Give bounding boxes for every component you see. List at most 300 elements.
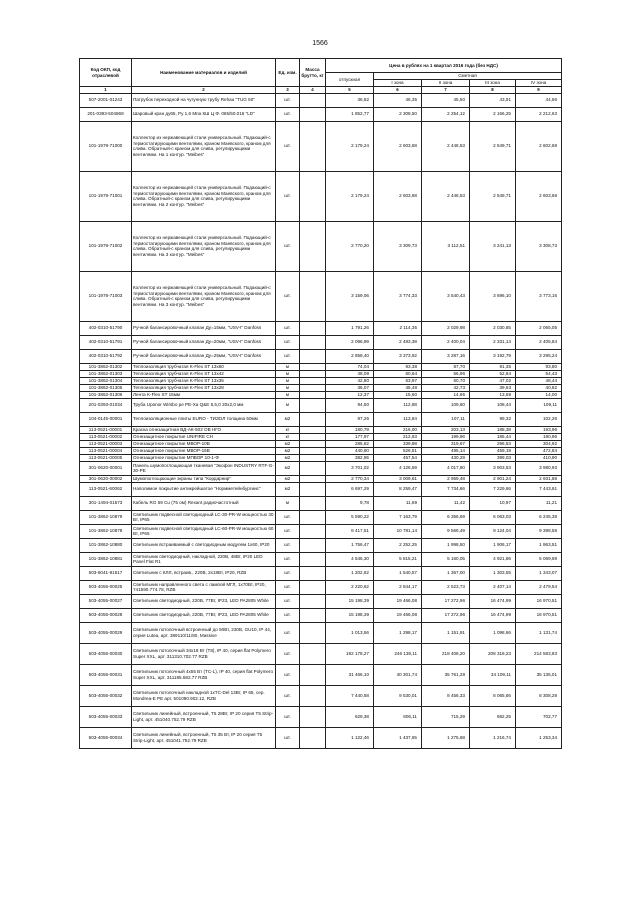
row-code: 402-0310-51790: [80, 321, 132, 335]
row-zone-3-price: 47,02: [470, 377, 516, 384]
row-zone-1-price: 60,64: [374, 370, 422, 377]
col-number: 7: [422, 87, 470, 94]
row-name: Ручной балансировочный клапан Ду=20мм, "USV-I" Danfoss: [132, 335, 276, 349]
row-zone-2-price: 50,70: [422, 377, 470, 384]
row-mass: [300, 321, 326, 335]
table-row: [80, 377, 562, 384]
row-zone-2-price: 42,73: [422, 384, 470, 391]
row-unit: шт.: [276, 608, 300, 622]
row-zone-2-price: 319,67: [422, 440, 470, 447]
header-name: Наименование материалов и изделий: [132, 59, 276, 87]
row-release-price: 42,80: [326, 377, 374, 384]
row-zone-4-price: 1 343,07: [516, 566, 562, 580]
row-release-price: 177,97: [326, 433, 374, 440]
row-zone-3-price: 2 331,14: [470, 335, 516, 349]
header-mass: Масса брутто, кг: [300, 59, 326, 87]
row-release-price: 180,79: [326, 426, 374, 433]
row-code: 101-3862-01303: [80, 370, 132, 377]
row-mass: [300, 93, 326, 107]
row-name: Светильник светодиодный, 220В, 77Вт, IP23, LED PA2805 White: [132, 594, 276, 608]
table-row: [80, 552, 562, 566]
row-zone-4-price: 410,90: [516, 454, 562, 461]
row-zone-2-price: 3 540,43: [422, 271, 470, 321]
row-zone-3-price: 7 229,66: [470, 482, 516, 496]
table-row: [80, 384, 562, 391]
row-zone-3-price: 34 109,11: [470, 664, 516, 685]
row-zone-3-price: 1 303,55: [470, 566, 516, 580]
row-name: Светильник потолочный накладной 1хTC-Del 13Вт, IP 65, сер. Mondrea-E PE арт. 501090.902.12, RZB: [132, 685, 276, 706]
col-number: 4: [300, 87, 326, 94]
row-zone-2-price: 2 254,12: [422, 107, 470, 121]
row-zone-4-price: 190,96: [516, 433, 562, 440]
row-unit: м2: [276, 454, 300, 461]
row-release-price: 94,50: [326, 398, 374, 412]
row-zone-2-price: 109,60: [422, 398, 470, 412]
row-release-price: 2 096,99: [326, 335, 374, 349]
table-row: [80, 685, 562, 706]
row-code: 101-3862-10878: [80, 524, 132, 538]
row-release-price: 7 440,58: [326, 685, 374, 706]
row-mass: [300, 706, 326, 727]
row-zone-4-price: 3 980,93: [516, 461, 562, 475]
row-zone-2-price: 715,29: [422, 706, 470, 727]
row-name: Светильник встраиваемый с светодиодным модулем 1х60, IP20: [132, 538, 276, 552]
row-zone-4-price: 5 069,69: [516, 552, 562, 566]
row-name: Теплоизоляционные плиты EURO - ТИЗОЛ толщина 50мм: [132, 412, 276, 426]
table-row: [80, 107, 562, 121]
row-code: 101-3862-10879: [80, 510, 132, 524]
row-release-price: 1 013,56: [326, 622, 374, 643]
row-zone-4-price: 40,82: [516, 384, 562, 391]
row-zone-1-price: 2 844,17: [374, 580, 422, 594]
row-mass: [300, 454, 326, 461]
row-name: Коллектор из нержавеющей стали универсальный. Подающий-с термостатирующими вентилями, краном Маевского, краном для слива. Обратный-с краном для слива, регулирующими вентилями. На 2 контур. "Meibes": [132, 171, 276, 221]
col-number: 3: [276, 87, 300, 94]
row-name: Коллектор из нержавеющей стали универсальный. Подающий-с термостатирующими вентилями, краном Маевского, краном для слива. Обратный-с краном для слива, регулирующими вентилями. На 1 контур. "Meibes": [132, 121, 276, 171]
row-zone-3-price: 13,59: [470, 391, 516, 398]
row-unit: шт.: [276, 510, 300, 524]
row-zone-3-price: 296,53: [470, 440, 516, 447]
row-zone-4-price: 16 970,51: [516, 608, 562, 622]
row-zone-2-price: 17 272,96: [422, 594, 470, 608]
table-row: [80, 475, 562, 482]
row-zone-1-price: 4 126,59: [374, 461, 422, 475]
header-unit: Ед. изм.: [276, 59, 300, 87]
row-name: Светильник потолочный встроенный до 50Вт, 230В, GU10, IP 44, серия Lutea, арт. 389110/11/80, Massive: [132, 622, 276, 643]
row-name: Ручной балансировочный клапан Ду=25мм, "USV-I" Danfoss: [132, 349, 276, 363]
row-release-price: 1 122,46: [326, 727, 374, 748]
row-release-price: 1 756,47: [326, 538, 374, 552]
row-unit: м2: [276, 412, 300, 426]
row-release-price: 2 770,20: [326, 221, 374, 271]
table-row: [80, 321, 562, 335]
row-code: 101-1978-71001: [80, 171, 132, 221]
row-code: 503-4055-00030: [80, 643, 132, 664]
col-number: 1: [80, 87, 132, 94]
row-zone-2-price: 218 408,20: [422, 643, 470, 664]
col-number: 9: [516, 87, 562, 94]
row-zone-3-price: 2 549,71: [470, 121, 516, 171]
row-zone-3-price: 1 906,17: [470, 538, 516, 552]
col-number: 6: [374, 87, 422, 94]
header-code: Код ОКП, код отраслевой: [80, 59, 132, 87]
row-zone-2-price: 7 734,66: [422, 482, 470, 496]
table-row: [80, 538, 562, 552]
row-release-price: 9,78: [326, 496, 374, 510]
row-zone-2-price: 1 367,00: [422, 566, 470, 580]
row-zone-4-price: 6 245,38: [516, 510, 562, 524]
row-code: 503-4055-00025: [80, 580, 132, 594]
row-zone-4-price: 14,00: [516, 391, 562, 398]
row-unit: м: [276, 377, 300, 384]
row-code: 101-3862-10881: [80, 552, 132, 566]
row-zone-4-price: 1 253,34: [516, 727, 562, 748]
row-code: 503-4055-00027: [80, 594, 132, 608]
table-body: [80, 93, 562, 748]
row-name: Светильник с КЛЛ, встраив., 220В, 2х18Вт, IP20, RZB: [132, 566, 276, 580]
row-zone-2-price: 45,50: [422, 93, 470, 107]
row-zone-1-price: 93,38: [374, 363, 422, 370]
table-row: [80, 426, 562, 433]
row-unit: м2: [276, 461, 300, 475]
row-mass: [300, 643, 326, 664]
row-mass: [300, 447, 326, 454]
table-row: [80, 93, 562, 107]
row-zone-2-price: 2 959,48: [422, 475, 470, 482]
row-name: Теплоизоляция трубчатая K-Flex ST 13x42: [132, 370, 276, 377]
table-row: [80, 524, 562, 538]
row-unit: шт.: [276, 107, 300, 121]
row-zone-2-price: 2 400,04: [422, 335, 470, 349]
row-name: Светильник линейный, встроенный, Т5 35 Вт, IP 20 серия Т5 Strip-Light, арт. 451041.752.79 RZB: [132, 727, 276, 748]
row-zone-4-price: 3 295,24: [516, 349, 562, 363]
table-row: [80, 221, 562, 271]
row-name: Патрубок переходной на чугунную трубу Rehau "TUG 50": [132, 93, 276, 107]
row-zone-3-price: 2 166,25: [470, 107, 516, 121]
row-mass: [300, 391, 326, 398]
row-zone-2-price: 495,14: [422, 447, 470, 454]
row-zone-3-price: 459,19: [470, 447, 516, 454]
row-code: 101-3862-01302: [80, 363, 132, 370]
row-name: Шаровый кран ду65, Ру 1,6 Мпа КШ Ц Ф. 065/50.016 "LD": [132, 107, 276, 121]
row-zone-3-price: 4 921,86: [470, 552, 516, 566]
row-unit: шт.: [276, 727, 300, 748]
row-code: 101-1978-71000: [80, 121, 132, 171]
row-release-price: 2 858,40: [326, 349, 374, 363]
table-row: [80, 510, 562, 524]
row-zone-1-price: 11,69: [374, 496, 422, 510]
row-zone-2-price: 430,29: [422, 454, 470, 461]
row-code: 201-0393-504869: [80, 107, 132, 121]
row-code: 402-0310-51792: [80, 349, 132, 363]
row-name: Светильник линейный, встроенный, Т5 28Вт, IP 20 серия Т5 Strip-Light, арт. 451040.752.79 RZB: [132, 706, 276, 727]
row-zone-2-price: 87,70: [422, 363, 470, 370]
table-row: [80, 349, 562, 363]
row-zone-1-price: 7 163,79: [374, 510, 422, 524]
row-release-price: 1 791,26: [326, 321, 374, 335]
row-zone-3-price: 188,38: [470, 426, 516, 433]
row-release-price: 36,82: [326, 93, 374, 107]
row-zone-2-price: 56,96: [422, 370, 470, 377]
row-zone-3-price: 399,03: [470, 454, 516, 461]
row-unit: шт.: [276, 524, 300, 538]
row-zone-4-price: 2 602,68: [516, 121, 562, 171]
table-row: [80, 496, 562, 510]
row-name: Панель шумопоглощающая тканевая "Экофон INDUSTRY RTF-G-30-PE: [133, 462, 274, 474]
table-row: [80, 335, 562, 349]
row-name: Лента K-Flex ST 15мм: [132, 391, 276, 398]
row-zone-3-price: 3 241,13: [470, 221, 516, 271]
row-zone-2-price: 203,13: [422, 426, 470, 433]
row-zone-4-price: 214 583,83: [516, 643, 562, 664]
row-zone-1-price: 212,63: [374, 433, 422, 440]
row-code: 101-1978-71002: [80, 221, 132, 271]
table-row: [80, 121, 562, 171]
row-zone-2-price: 2 523,73: [422, 580, 470, 594]
table-row: [80, 271, 562, 321]
row-mass: [300, 594, 326, 608]
row-mass: [300, 538, 326, 552]
table-row: [80, 706, 562, 727]
row-mass: [300, 510, 326, 524]
row-zone-2-price: 35 761,28: [422, 664, 470, 685]
row-mass: [300, 221, 326, 271]
row-zone-3-price: 52,84: [470, 370, 516, 377]
row-mass: [300, 552, 326, 566]
row-zone-2-price: 1 998,50: [422, 538, 470, 552]
table-row: [80, 664, 562, 685]
row-name: Наполимое покрытие антикрейшатое "Нормметейнбургиис": [132, 482, 276, 496]
row-release-price: 6 697,29: [326, 482, 374, 496]
row-zone-3-price: 10,97: [470, 496, 516, 510]
row-unit: шт.: [276, 538, 300, 552]
row-zone-3-price: 8 065,66: [470, 685, 516, 706]
row-zone-1-price: 15,60: [374, 391, 422, 398]
table-row: [80, 440, 562, 447]
row-release-price: 8 417,51: [326, 524, 374, 538]
row-zone-1-price: 5 815,21: [374, 552, 422, 566]
table-row: [80, 171, 562, 221]
row-zone-2-price: 1 151,91: [422, 622, 470, 643]
row-zone-1-price: 9 530,01: [374, 685, 422, 706]
row-zone-3-price: 2 549,71: [470, 171, 516, 221]
row-code: 503-4055-00031: [80, 664, 132, 685]
header-price-title: Цена в рублях на 1 квартал 2016 года (без НДС): [326, 59, 562, 73]
row-release-price: 2 179,24: [326, 121, 374, 171]
row-zone-1-price: 40 301,74: [374, 664, 422, 685]
row-zone-1-price: 2 603,68: [374, 171, 422, 221]
row-mass: [300, 384, 326, 391]
row-zone-3-price: 682,25: [470, 706, 516, 727]
row-mass: [300, 622, 326, 643]
row-unit: шт.: [276, 349, 300, 363]
row-unit: м2: [276, 447, 300, 454]
row-code: 104-0145-00001: [80, 412, 132, 426]
row-zone-4-price: 102,26: [516, 412, 562, 426]
row-zone-4-price: 11,21: [516, 496, 562, 510]
row-zone-2-price: 4 017,80: [422, 461, 470, 475]
row-release-price: 3 701,02: [326, 461, 374, 475]
row-zone-1-price: 216,00: [374, 426, 422, 433]
row-unit: м: [276, 496, 300, 510]
row-code: 201-0393-01034: [80, 398, 132, 412]
row-mass: [300, 349, 326, 363]
row-release-price: 48,09: [326, 370, 374, 377]
row-name: Светильник направленного света с лампой МГЛ, 1х70Вт, IP20, 741590.774.78, RZB: [132, 580, 276, 594]
row-zone-2-price: 199,96: [422, 433, 470, 440]
row-zone-1-price: 1 540,57: [374, 566, 422, 580]
row-release-price: 5 590,22: [326, 510, 374, 524]
row-mass: [300, 685, 326, 706]
row-mass: [300, 271, 326, 321]
row-code: 301-1494-01573: [80, 496, 132, 510]
row-release-price: 1 852,77: [326, 107, 374, 121]
row-zone-3-price: 16 474,99: [470, 608, 516, 622]
row-zone-1-price: 2 603,68: [374, 121, 422, 171]
row-code: 101-3862-01305: [80, 384, 132, 391]
table-row: [80, 433, 562, 440]
row-zone-1-price: 457,54: [374, 454, 422, 461]
row-mass: [300, 440, 326, 447]
row-zone-1-price: 1 437,65: [374, 727, 422, 748]
row-zone-3-price: 99,32: [470, 412, 516, 426]
row-mass: [300, 121, 326, 171]
table-row: [80, 461, 562, 475]
row-zone-4-price: 304,92: [516, 440, 562, 447]
row-zone-4-price: 109,11: [516, 398, 562, 412]
row-name: Огнезащитное покрытие МВОР-16В: [132, 447, 276, 454]
row-code: 113-0521-00005: [80, 454, 132, 461]
table-row: [80, 580, 562, 594]
row-zone-4-price: 2 065,05: [516, 321, 562, 335]
row-release-price: 15 198,39: [326, 608, 374, 622]
table-row: [80, 608, 562, 622]
header-zone-2: II зона: [422, 80, 470, 87]
row-mass: [300, 475, 326, 482]
row-zone-4-price: 54,43: [516, 370, 562, 377]
row-zone-4-price: 3 773,16: [516, 271, 562, 321]
row-mass: [300, 412, 326, 426]
table-row: [80, 363, 562, 370]
row-code: 503-4055-00028: [80, 608, 132, 622]
row-zone-3-price: 43,91: [470, 93, 516, 107]
row-zone-3-price: 3 903,53: [470, 461, 516, 475]
row-name: Огнезащитное покрытие МВОР-10В: [132, 440, 276, 447]
row-unit: м: [276, 363, 300, 370]
row-mass: [300, 496, 326, 510]
row-mass: [300, 566, 326, 580]
row-zone-3-price: 3 192,79: [470, 349, 516, 363]
row-release-price: 192 178,27: [326, 643, 374, 664]
row-unit: шт.: [276, 664, 300, 685]
row-mass: [300, 335, 326, 349]
price-table: [79, 58, 562, 749]
row-unit: шт.: [276, 271, 300, 321]
row-zone-4-price: 93,80: [516, 363, 562, 370]
row-unit: кг: [276, 433, 300, 440]
row-release-price: 2 179,24: [326, 171, 374, 221]
row-unit: шт.: [276, 580, 300, 594]
row-mass: [300, 171, 326, 221]
row-unit: шт.: [276, 566, 300, 580]
row-unit: м: [276, 384, 300, 391]
row-unit: м2: [276, 475, 300, 482]
row-zone-1-price: 3 774,33: [374, 271, 422, 321]
row-zone-1-price: 526,51: [374, 447, 422, 454]
row-unit: шт.: [276, 321, 300, 335]
row-code: 113-0521-00003: [80, 440, 132, 447]
row-zone-2-price: 3 287,16: [422, 349, 470, 363]
row-zone-4-price: 8 308,28: [516, 685, 562, 706]
row-zone-4-price: 35 135,01: [516, 664, 562, 685]
table-row: [80, 412, 562, 426]
row-zone-1-price: 3 373,92: [374, 349, 422, 363]
header-zone-1: I зона: [374, 80, 422, 87]
row-zone-4-price: 2 212,63: [516, 107, 562, 121]
row-zone-1-price: 19 466,08: [374, 594, 422, 608]
row-zone-1-price: 19 466,08: [374, 608, 422, 622]
row-unit: м2: [276, 482, 300, 496]
row-name: Светильник светодиодный, накладной, 220В, 48Вт, IP20 LED Panel Flat R1: [132, 552, 276, 566]
row-zone-1-price: 112,88: [374, 398, 422, 412]
col-number: 8: [470, 87, 516, 94]
row-mass: [300, 370, 326, 377]
row-zone-4-price: 1 963,51: [516, 538, 562, 552]
row-name: Коллектор из нержавеющей стали универсальный. Подающий-с термостатирующими вентилями, краном Маевского, краном для слива. Обратный-с краном для слива, регулирующими вентилями. На 3 контур. "Meibes": [132, 221, 276, 271]
header-release: отпускная: [326, 73, 374, 87]
row-mass: [300, 580, 326, 594]
row-release-price: 2 770,34: [326, 475, 374, 482]
row-release-price: 629,38: [326, 706, 374, 727]
table-row: [80, 391, 562, 398]
row-code: 503-6041-91517: [80, 566, 132, 580]
row-unit: шт.: [276, 706, 300, 727]
table-row: [80, 594, 562, 608]
row-zone-2-price: 8 456,33: [422, 685, 470, 706]
row-mass: [300, 398, 326, 412]
row-zone-4-price: 193,96: [516, 426, 562, 433]
row-mass: [300, 107, 326, 121]
row-zone-2-price: 2 448,53: [422, 171, 470, 221]
row-zone-1-price: 45,48: [374, 384, 422, 391]
col-number: 2: [132, 87, 276, 94]
row-zone-4-price: 48,44: [516, 377, 562, 384]
row-unit: шт.: [276, 685, 300, 706]
row-zone-1-price: 2 483,38: [374, 335, 422, 349]
row-zone-2-price: 14,65: [422, 391, 470, 398]
row-release-price: 382,95: [326, 454, 374, 461]
row-zone-4-price: 2 479,54: [516, 580, 562, 594]
row-zone-1-price: 339,88: [374, 440, 422, 447]
row-zone-2-price: 2 448,53: [422, 121, 470, 171]
row-name: Ручной балансировочный клапан Ду=15мм, "USV-I" Danfoss: [132, 321, 276, 335]
row-release-price: 285,62: [326, 440, 374, 447]
row-zone-1-price: 2 114,35: [374, 321, 422, 335]
row-code: 113-0521-00004: [80, 447, 132, 454]
row-release-price: 74,04: [326, 363, 374, 370]
row-name: Светильник потолочный 4х55 Вт (TC-L), IP 40, серия flat Polymero Super XXL, арт. 311185.582.77 RZB: [132, 664, 276, 685]
row-unit: шт.: [276, 121, 300, 171]
table-row: [80, 482, 562, 496]
row-zone-2-price: 9 566,49: [422, 524, 470, 538]
row-zone-4-price: 16 970,51: [516, 594, 562, 608]
row-code: 301-0620-00002: [80, 475, 132, 482]
row-code: 402-0310-51791: [80, 335, 132, 349]
row-mass: [300, 461, 326, 475]
row-release-price: 36,07: [326, 384, 374, 391]
row-unit: шт.: [276, 335, 300, 349]
row-name: Светильник подвесной светодиодный LC-30-PR-W мощностью 30 Вт, IP65: [132, 510, 276, 524]
